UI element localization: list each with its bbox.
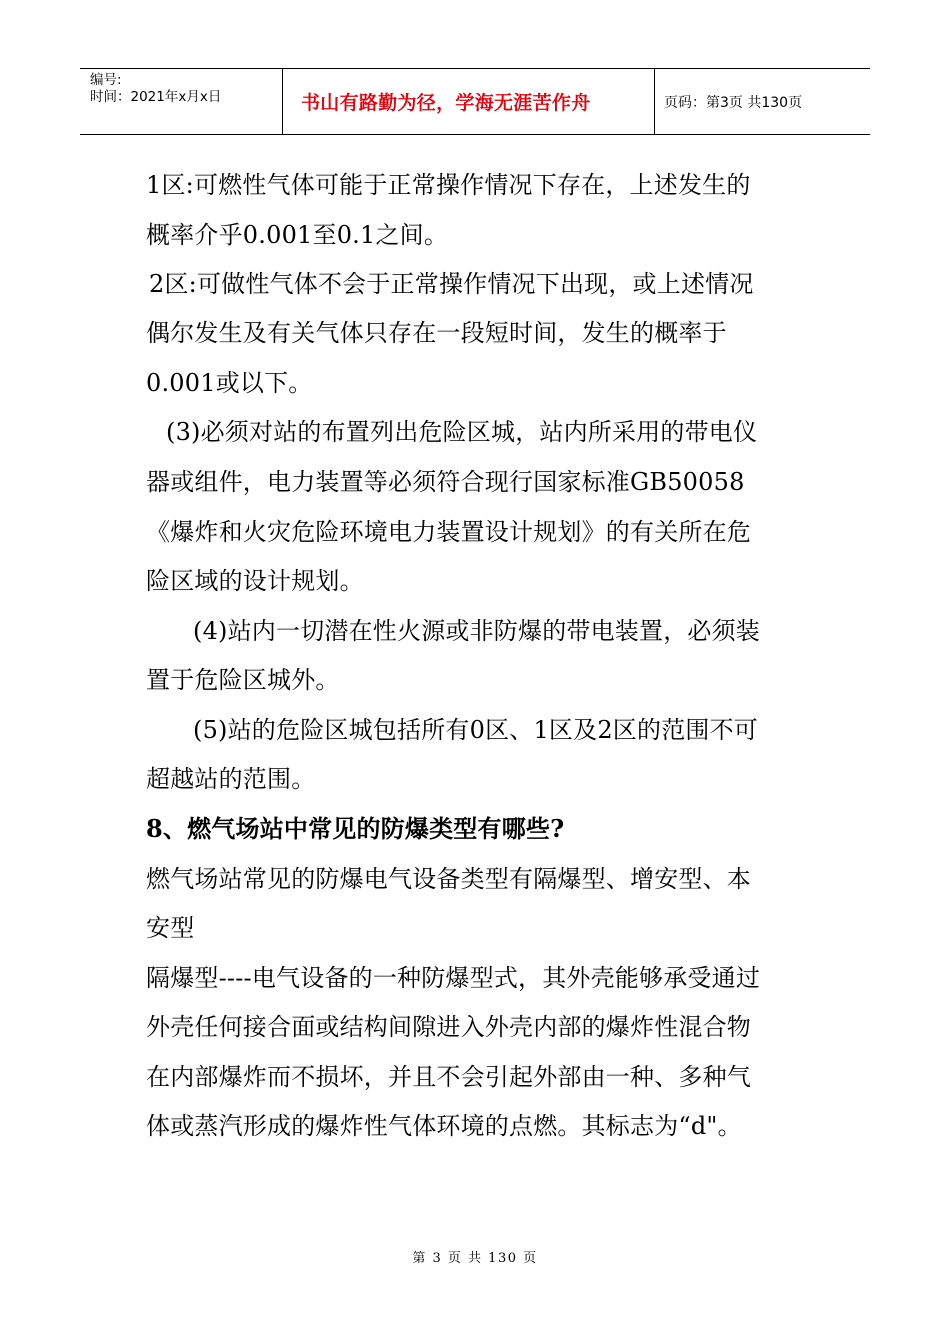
body-line: 0.001或以下。 [146,369,313,397]
page-header [80,68,870,135]
body-line: (3)必须对站的布置列出危险区城，站内所采用的带电仪 [166,418,758,446]
body-line: 置于危险区城外。 [146,666,340,694]
page-footer: 第 3 页 共 130 页 [412,1251,538,1266]
body-line: 概率介乎0.001至0.1之间。 [146,221,449,249]
body-line: 2区:可做性气体不会于正常操作情况下出现，或上述情况 [149,270,754,298]
header-motto-cell [283,69,655,134]
body-line: 隔爆型----电气设备的一种防爆型式，其外壳能够承受通过 [146,964,761,992]
body-line: 体或蒸汽形成的爆炸性气体环境的点燃。其标志为“d"。 [146,1112,742,1140]
body-line: 偶尔发生及有关气体只存在一段短时间，发生的概率于 [146,319,727,347]
body-line: (5)站的危险区城包括所有0区、1区及2区的范围不可 [193,716,759,744]
document-number-label: 编号: [90,72,122,88]
header-page-info: 页码：第3页 共130页 [664,94,803,111]
body-line: 外壳任何接合面或结构间隙进入外壳内部的爆炸性混合物 [146,1013,751,1041]
body-line: 燃气场站常见的防爆电气设备类型有隔爆型、增安型、本 [146,865,751,893]
header-motto: 书山有路勤为径，学海无涯苦作舟 [301,92,591,114]
header-meta [80,69,283,134]
body-line: 安型 [146,914,195,942]
section-heading: 8、燃气场站中常见的防爆类型有哪些? [146,814,565,843]
body-line: (4)站内一切潜在性火源或非防爆的带电装置，必须装 [193,617,760,645]
body-line: 1区:可燃性气体可能于正常操作情况下存在，上述发生的 [146,171,751,199]
body-line: 超越站的范围。 [146,765,316,793]
body-line: 险区域的设计规划。 [146,567,364,595]
header-page-info-cell [655,69,870,134]
body-line: 在内部爆炸而不损坏，并且不会引起外部由一种、多种气 [146,1063,751,1091]
document-time: 时间：2021年x月x日 [90,89,222,105]
body-line: 器或组件，电力装置等必须符合现行国家标准GB50058 [146,468,745,496]
body-line: 《爆炸和火灾危险环境电力装置设计规划》的有关所在危 [146,518,751,546]
